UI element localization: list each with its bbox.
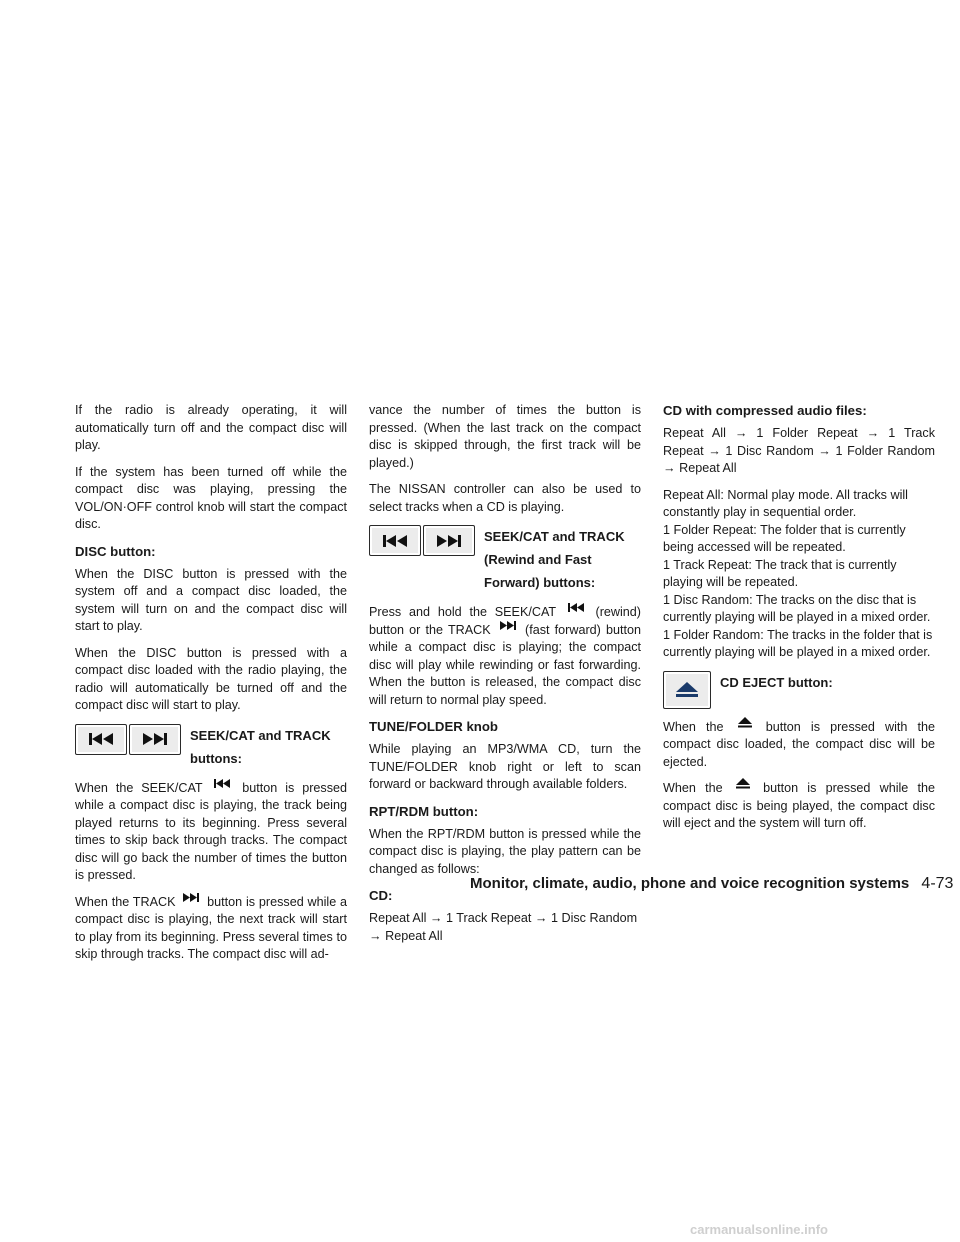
definition: Repeat All: Normal play mode. All tracks will constantly play in sequential order. [663,487,908,519]
figure-label-line: (Rewind and Fast [484,552,592,567]
text-run: When the TRACK [75,894,176,909]
paragraph: When the RPT/RDM button is pressed while the compact disc is playing, the play pattern can be changed as follows: [369,826,641,876]
text-run: button is pressed while a compact disc is playing, the track being played returns to its beginning. Press several times to skip back through tracks. The compact disc will go back the number of times the button is pressed. [75,780,348,882]
figure-label [484,525,625,594]
skip-forward-icon [142,733,168,745]
figure-label-line: SEEK/CAT and TRACK [484,529,625,544]
skip-back-icon [214,779,230,788]
text-run: When the [663,781,723,795]
paragraph [75,780,347,885]
skip-back-icon [88,733,114,745]
section-title: Monitor, climate, audio, phone and voice recognition systems [470,875,910,892]
paragraph: If the system has been turned off while the compact disc was playing, pressing the VOL/ON·OFF control knob will start the compact disc. [75,464,347,531]
paragraph: If the radio is already operating, it will automatically turn off and the compact disc will play. [75,403,347,452]
skip-back-icon [568,603,584,612]
seek-cat-button [75,724,127,755]
cd-eject-button [663,671,711,709]
definition: 1 Track Repeat: The track that is currently playing will be repeated. [663,557,897,589]
skip-forward-icon [500,621,516,630]
definition: 1 Folder Repeat: The folder that is currently being accessed will be repeated. [663,522,906,554]
seek-track-buttons-figure [75,724,347,770]
heading-disc-button: DISC button: [75,543,156,559]
figure-label-line: buttons: [190,750,242,766]
paragraph [663,780,935,833]
text-run: (rewind) button or the TRACK [369,605,642,637]
paragraph: vance the number of times the button is pressed. (When the last track on the compact disc is skipped through, the first track will be played.) [369,403,641,470]
figure-label [190,724,331,770]
track-button [423,525,475,556]
track-button [129,724,181,755]
heading-tune-folder-knob: TUNE/FOLDER knob [369,719,498,734]
paragraph [75,894,347,964]
text-run: button is pressed with the compact disc loaded, the compact disc will be ejected. [663,719,936,769]
heading-cd: CD: [369,888,393,903]
text-run: When the [663,719,724,734]
figure-label: CD EJECT button: [720,674,833,690]
paragraph: Repeat All → 1 Track Repeat → 1 Disc Random → Repeat All [369,911,638,943]
figure-label-line: SEEK/CAT and TRACK [190,727,331,743]
skip-forward-icon [183,893,199,902]
eject-icon [738,717,752,728]
paragraph: When the DISC button is pressed with a compact disc loaded with the radio playing, the radio will automatically be turned off and the compact disc will start to play. [75,645,347,712]
paragraph [663,719,935,772]
text-run: button is pressed while the compact disc is being played, the compact disc will eject and the system will turn off. [663,781,936,830]
heading-compressed-audio: CD with compressed audio files: [663,403,867,418]
eject-icon [736,778,750,789]
eject-button-figure [663,671,935,709]
definition: 1 Folder Random: The tracks in the folder that is currently playing will be played in a mixed order. [663,627,933,659]
definition: 1 Disc Random: The tracks on the disc that is currently playing will be played in a mixed order. [663,592,931,624]
text-run: (fast forward) button while a compact disc is playing; the compact disc will play while rewinding or fast forwarding. When the button is released, the compact disc will return to normal play speed. [369,622,642,707]
page-number: 4-73 [921,875,954,892]
paragraph [369,604,641,709]
heading-rpt-rdm-button: RPT/RDM button: [369,803,479,819]
skip-back-icon [382,535,408,547]
text-run: button is pressed while a compact disc is playing, the next track will start to play from its beginning. Press several times to skip through tracks. The compact disc will ad- [75,894,348,961]
paragraph: Repeat All → 1 Folder Repeat → 1 Track Repeat → 1 Disc Random → 1 Folder Random → Repeat All [663,426,935,475]
column-right [663,402,935,842]
eject-icon [676,682,698,698]
column-left [75,402,347,973]
watermark: carmanualsonline.info [690,1222,828,1237]
paragraph: The NISSAN controller can also be used to select tracks when a CD is playing. [369,482,641,514]
page-footer [470,875,954,893]
figure-label-line: Forward) buttons: [484,575,596,590]
skip-forward-icon [436,535,462,547]
seek-track-buttons-figure [369,525,641,594]
seek-cat-button [369,525,421,556]
text-run: Press and hold the SEEK/CAT [369,605,556,619]
paragraph: While playing an MP3/WMA CD, turn the TUNE/FOLDER knob right or left to scan forward or backward through available folders. [369,742,641,791]
column-middle [369,402,641,954]
paragraph: When the DISC button is pressed with the system off and a compact disc loaded, the system will turn on and the compact disc will start to play. [75,566,347,633]
text-run: When the SEEK/CAT [75,780,203,795]
